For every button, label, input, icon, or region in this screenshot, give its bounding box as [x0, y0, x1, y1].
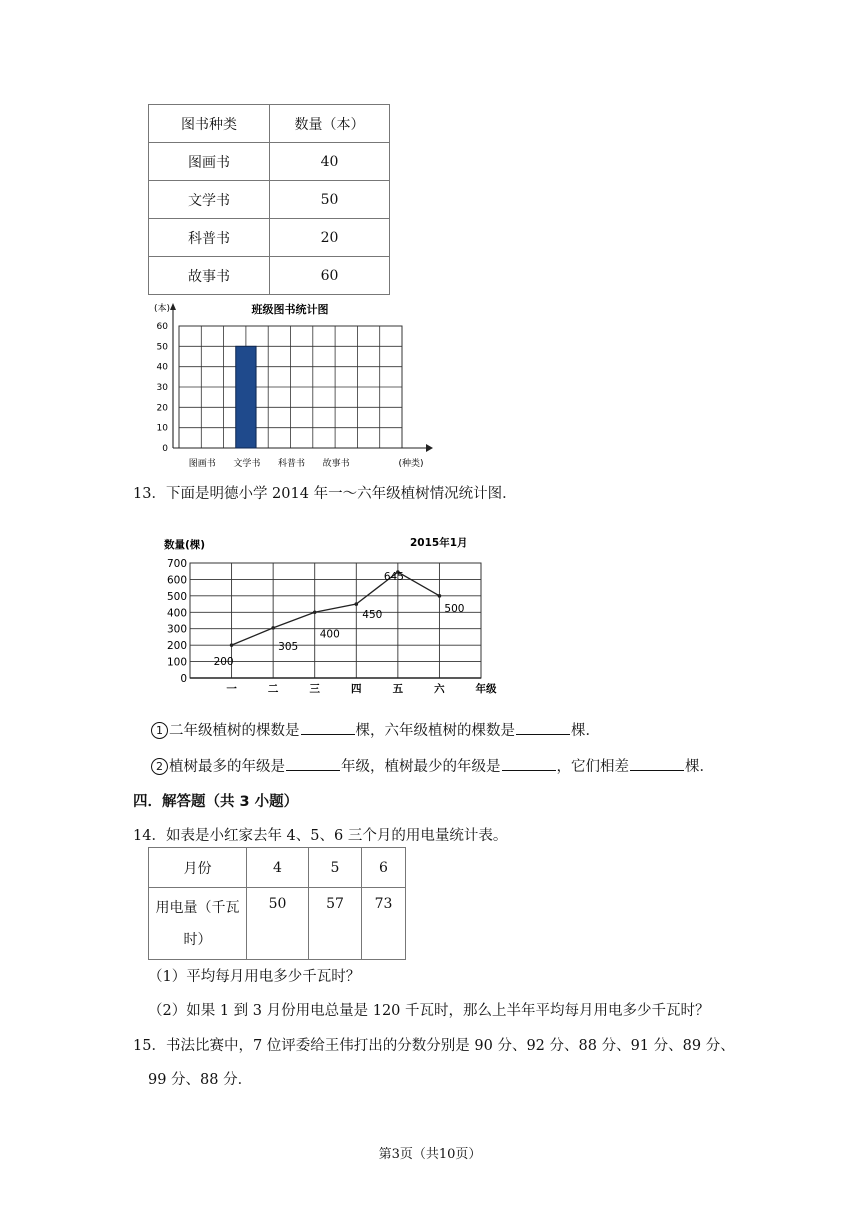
electricity-table-header: 月份 [149, 848, 247, 888]
chart-title: 2015年1月 [410, 537, 468, 549]
answer-blank[interactable] [301, 720, 355, 735]
y-tick-label: 500 [166, 590, 187, 603]
y-tick-label: 50 [156, 342, 168, 353]
answer-blank[interactable] [516, 720, 570, 735]
data-label: 645 [383, 571, 404, 584]
electricity-table [148, 847, 406, 960]
plot-frame [190, 563, 481, 678]
data-label: 305 [278, 640, 299, 653]
book-table [148, 104, 390, 295]
x-axis-unit: (种类) [398, 459, 424, 469]
x-tick-label: 二 [267, 683, 279, 695]
page-footer: 第3页（共10页） [378, 1147, 482, 1162]
x-tick-label: 故事书 [322, 459, 350, 469]
x-tick-label: 四 [351, 683, 362, 695]
x-tick-label: 文学书 [233, 459, 261, 469]
book-table-header-type: 图书种类 [149, 105, 270, 143]
x-tick-label: 科普书 [277, 459, 306, 469]
question-13-sub2: 2 植树最多的年级是 年级，植树最少的年级是 ，它们相差 棵． [151, 756, 714, 777]
bar [236, 346, 256, 448]
data-point [313, 610, 317, 614]
chart-title: 班级图书统计图 [251, 303, 329, 316]
book-table-cell: 60 [270, 257, 390, 295]
circled-number: 1 [151, 722, 168, 739]
book-table-cell: 图画书 [149, 143, 270, 181]
electricity-table-month: 5 [309, 848, 362, 888]
y-tick-label: 400 [166, 607, 187, 620]
question-14-stem: 14．如表是小红家去年 4、5、6 三个月的用电量统计表。 [133, 828, 508, 844]
section-heading: 四．解答题（共 3 小题） [133, 794, 299, 810]
book-bar-chart [140, 298, 440, 476]
book-table-cell: 50 [270, 181, 390, 219]
x-tick-label: 六 [434, 683, 445, 695]
data-label: 500 [444, 602, 465, 615]
electricity-table-month: 4 [247, 848, 309, 888]
x-tick-label: 三 [309, 683, 320, 695]
question-14-sub2: （2）如果 1 到 3 月份用电总量是 120 千瓦时，那么上半年平均每月用电多少千瓦时？ [148, 1003, 710, 1019]
data-point [438, 594, 442, 598]
question-13-stem: 13．下面是明德小学 2014 年一～六年级植树情况统计图． [133, 486, 517, 502]
y-tick-label: 0 [180, 673, 187, 685]
data-point [354, 602, 358, 606]
tree-planting-line-chart [160, 532, 510, 700]
question-15-line1: 15．书法比赛中，7 位评委给王伟打出的分数分别是 90 分、92 分、88 分、91 分、89 分、 [133, 1038, 735, 1054]
x-axis-arrow [426, 444, 433, 452]
book-table-header-count: 数量（本） [270, 105, 390, 143]
y-tick-label: 10 [156, 423, 168, 434]
x-tick-label: 图画书 [188, 459, 216, 469]
answer-blank[interactable] [286, 756, 340, 771]
electricity-table-row-label: 用电量（千瓦时） [149, 888, 247, 960]
y-tick-label: 40 [156, 362, 168, 373]
y-axis-label: 数量(棵) [164, 539, 206, 551]
answer-blank[interactable] [502, 756, 556, 771]
y-tick-label: 60 [156, 322, 168, 332]
data-label: 450 [362, 609, 383, 622]
y-tick-label: 30 [156, 383, 168, 393]
data-point [271, 626, 275, 630]
question-14-sub1: （1）平均每月用电多少千瓦时？ [148, 969, 361, 985]
y-tick-label: 0 [162, 444, 168, 454]
electricity-table-value: 50 [247, 888, 309, 960]
y-tick-label: 300 [166, 623, 187, 636]
question-15-line2: 99 分、88 分． [148, 1072, 253, 1088]
book-table-cell: 故事书 [149, 257, 270, 295]
question-13-sub1: 1 二年级植树的棵数是 棵，六年级植树的棵数是 棵． [151, 720, 600, 741]
y-tick-label: 600 [166, 574, 187, 587]
electricity-table-value: 57 [309, 888, 362, 960]
y-axis-arrow [170, 303, 176, 310]
data-label: 400 [319, 628, 340, 641]
x-tick-label: 五 [392, 683, 404, 695]
data-label: 200 [213, 656, 234, 669]
data-point [230, 643, 234, 647]
y-tick-label: 700 [166, 558, 187, 570]
y-tick-label: 20 [156, 403, 168, 414]
x-axis-label: 年级 [475, 683, 497, 695]
x-tick-label: 一 [226, 683, 237, 695]
y-tick-label: 200 [166, 640, 187, 653]
book-table-cell: 40 [270, 143, 390, 181]
circled-number: 2 [151, 758, 168, 775]
electricity-table-month: 6 [362, 848, 406, 888]
y-tick-label: 100 [166, 656, 187, 669]
book-table-cell: 文学书 [149, 181, 270, 219]
answer-blank[interactable] [630, 756, 684, 771]
book-table-cell: 20 [270, 219, 390, 257]
book-table-cell: 科普书 [149, 219, 270, 257]
y-axis-unit: (本) [154, 304, 171, 314]
electricity-table-value: 73 [362, 888, 406, 960]
